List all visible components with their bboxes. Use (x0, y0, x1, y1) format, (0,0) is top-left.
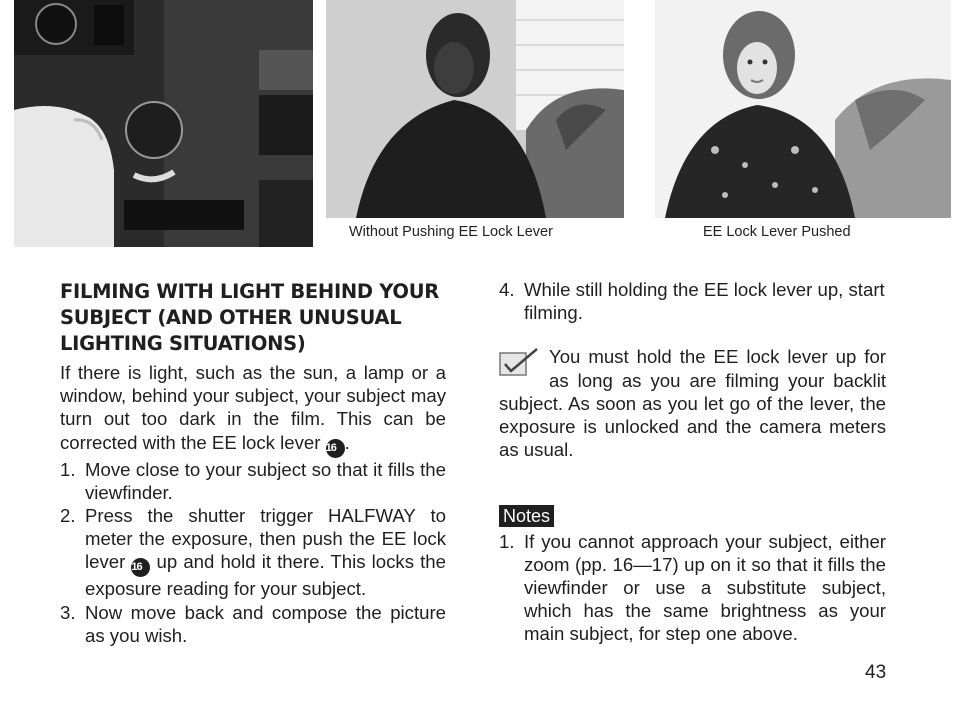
camera-closeup-photo (14, 0, 313, 247)
heading-line-1: FILMING WITH LIGHT BEHIND YOUR (60, 280, 439, 303)
step-text: Now move back and compose the picture as you wish. (85, 601, 446, 646)
step-text-before: Press the shutter trigger HALFWAY to meter the exposure, then push the EE lock lever (85, 505, 446, 573)
intro-paragraph (60, 361, 446, 458)
step-number: 1. (60, 458, 76, 480)
heading-line-3: LIGHTING SITUATIONS) (60, 332, 306, 355)
step-item (60, 458, 446, 504)
photo-with-ee-lock (655, 0, 951, 218)
step-number: 2. (60, 505, 76, 527)
step-item (60, 504, 446, 601)
ee-lock-ref-badge: 16 (131, 558, 150, 577)
step-text: Move close to your subject so that it fills the viewfinder. (85, 458, 446, 503)
photo-caption-without: Without Pushing EE Lock Lever (349, 224, 553, 240)
notes-list (499, 530, 886, 646)
hand-icon (14, 106, 114, 247)
step-text: While still holding the EE lock lever up, start filming. (524, 279, 885, 324)
checkmark-box-icon (499, 347, 541, 377)
note-item (499, 530, 886, 646)
intro-text: If there is light, such as the sun, a lamp or a window, behind your subject, your subject may turn out too dark in the film. This can be corrected with the EE lock lever (60, 362, 446, 453)
note-number: 1. (499, 530, 515, 552)
step-number: 4. (499, 279, 515, 300)
heading-line-2: SUBJECT (AND OTHER UNUSUAL (60, 306, 402, 329)
step-item (60, 601, 446, 647)
step-item (499, 278, 886, 324)
step-text-after: up and hold it there. This locks the exposure reading for your subject. (85, 551, 446, 600)
notes-label: Notes (499, 505, 554, 527)
steps-list-continued (499, 278, 886, 324)
right-column (499, 278, 886, 646)
page-number: 43 (865, 662, 887, 683)
ee-lock-ref-badge: 16 (326, 439, 345, 458)
tip-text: You must hold the EE lock lever up for as long as you are filming your backlit subject. As soon as you let go of the lever, the exposure is unlocked and the camera meters as usual. (499, 346, 886, 461)
left-column (60, 279, 446, 647)
notes-section (499, 504, 886, 645)
note-text: If you cannot approach your subject, either zoom (pp. 16—17) up on it so that it fills the viewfinder or use a substitute subject, which has the same brightness as your main subject, for step one above. (524, 530, 886, 645)
steps-list (60, 458, 446, 647)
intro-end: . (344, 431, 350, 453)
photo-caption-with: EE Lock Lever Pushed (703, 224, 851, 240)
section-heading (60, 279, 446, 357)
tip-block (499, 345, 886, 461)
step-number: 3. (60, 601, 76, 623)
photo-without-ee-lock (326, 0, 624, 218)
